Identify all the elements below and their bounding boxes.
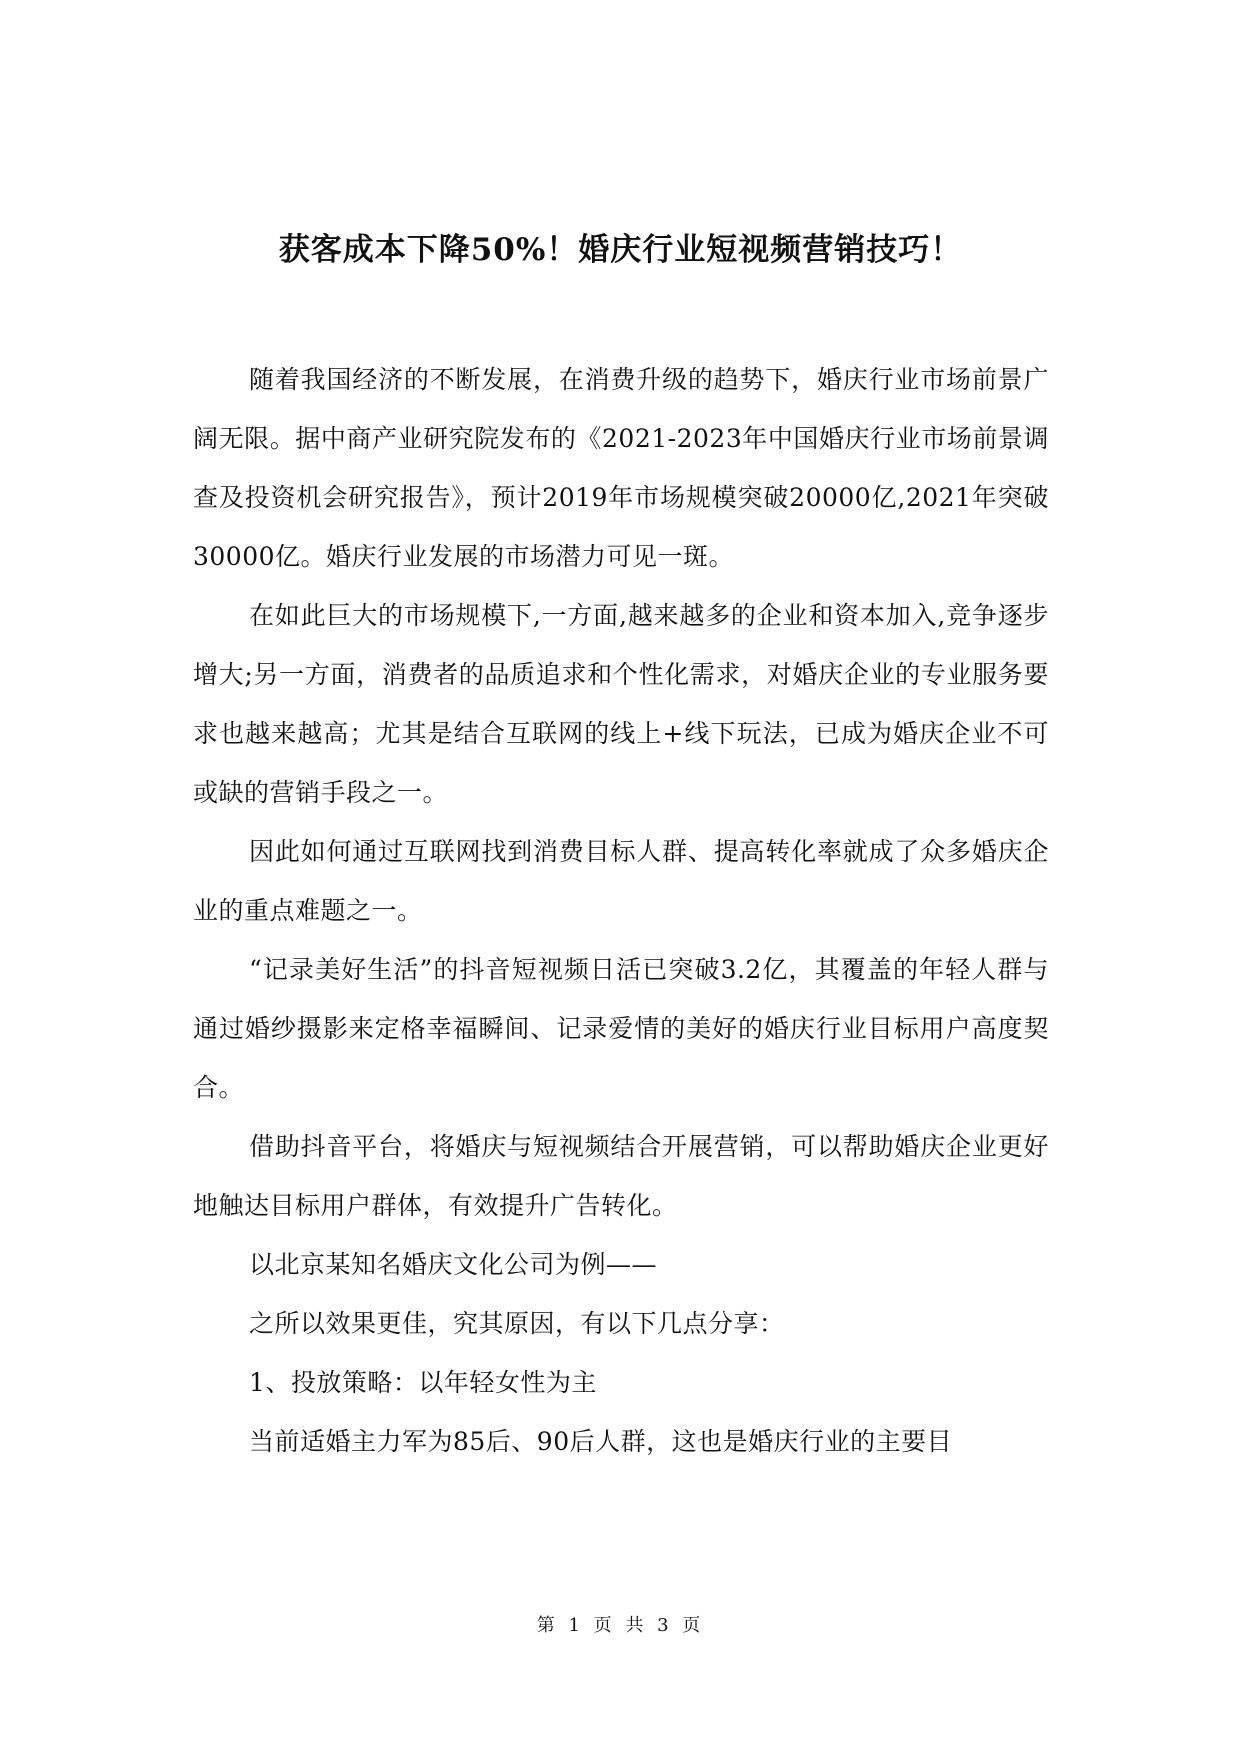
paragraph: “记录美好生活”的抖音短视频日活已突破3.2亿，其覆盖的年轻人群与通过婚纱摄影来定格幸福瞬间、记录爱情的美好的婚庆行业目标用户高度契合。 — [193, 955, 1049, 1102]
paragraph: 因此如何通过互联网找到消费目标人群、提高转化率就成了众多婚庆企业的重点难题之一。 — [193, 837, 1049, 925]
paragraph: 当前适婚主力军为85后、90后人群，这也是婚庆行业的主要目 — [249, 1427, 953, 1456]
paragraph: 随着我国经济的不断发展，在消费升级的趋势下，婚庆行业市场前景广阔无限。据中商产业研究院发布的《2021-2023年中国婚庆行业市场前景调查及投资机会研究报告》，预计2019年市场规模突破20000亿,2021年突破30000亿。婚庆行业发展的市场潜力可见一斑。 — [193, 365, 1049, 571]
paragraph: 借助抖音平台，将婚庆与短视频结合开展营销，可以帮助婚庆企业更好地触达目标用户群体，有效提升广告转化。 — [193, 1132, 1049, 1220]
document-title: 获客成本下降50%！婚庆行业短视频营销技巧！ — [278, 232, 963, 268]
paragraph: 以北京某知名婚庆文化公司为例—— — [249, 1250, 658, 1279]
paragraph: 之所以效果更佳，究其原因，有以下几点分享： — [249, 1309, 785, 1338]
section-heading: 1、投放策略：以年轻女性为主 — [249, 1368, 597, 1397]
paragraph: 在如此巨大的市场规模下,一方面,越来越多的企业和资本加入,竞争逐步增大;另一方面，消费者的品质追求和个性化需求，对婚庆企业的专业服务要求也越来越高；尤其是结合互联网的线上+线下玩法，已成为婚庆企业不可或缺的营销手段之一。 — [193, 601, 1049, 807]
page-number-footer: 第 1 页 共 3 页 — [536, 1615, 705, 1636]
document-body — [193, 350, 1049, 1471]
